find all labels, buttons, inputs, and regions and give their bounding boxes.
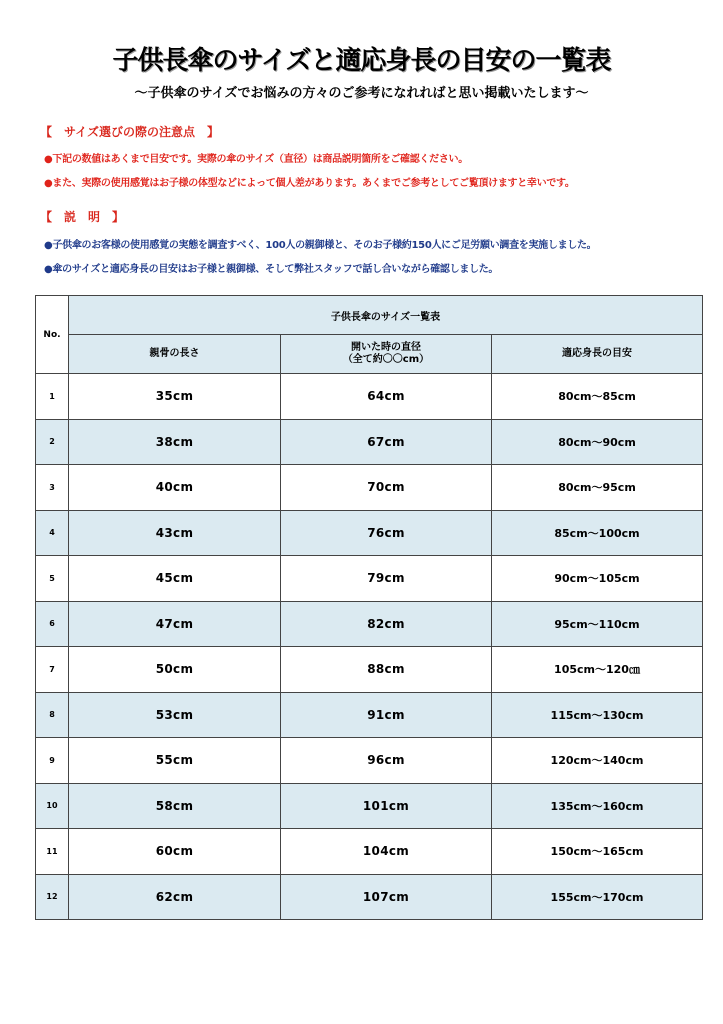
height-range-cell: 80cm～85cm: [492, 374, 703, 420]
table-row: [36, 738, 703, 784]
row-number-cell: 2: [36, 419, 69, 465]
row-number-cell: 4: [36, 510, 69, 556]
table-header-row: [36, 335, 703, 374]
row-number-cell: 6: [36, 601, 69, 647]
row-number-cell: 3: [36, 465, 69, 511]
table-row: [36, 601, 703, 647]
note-line-1: ●下記の数値はあくまで目安です。実際の傘のサイズ（直径）は商品説明箇所をご確認ください。: [44, 154, 468, 165]
note-line-2: ●また、実際の使用感覚はお子様の体型などによって個人差があります。あくまでご参考としてご覧頂けますと幸いです。: [44, 178, 575, 189]
diameter-cell: 70cm: [281, 465, 492, 511]
row-number-cell: 9: [36, 738, 69, 784]
rib-length-cell: 45cm: [69, 556, 281, 602]
rib-length-cell: 40cm: [69, 465, 281, 511]
diameter-cell: 67cm: [281, 419, 492, 465]
diameter-cell: 101cm: [281, 783, 492, 829]
row-number-cell: 1: [36, 374, 69, 420]
table-row: [36, 647, 703, 693]
rib-length-cell: 58cm: [69, 783, 281, 829]
table-caption: 子供長傘のサイズ一覧表: [69, 296, 703, 335]
table-row: [36, 465, 703, 511]
diameter-cell: 82cm: [281, 601, 492, 647]
table-row: [36, 556, 703, 602]
height-range-cell: 155cm～170cm: [492, 874, 703, 920]
height-range-cell: 105cm～120㎝: [492, 647, 703, 693]
rib-length-cell: 38cm: [69, 419, 281, 465]
rib-length-cell: 55cm: [69, 738, 281, 784]
no-column-header: No.: [36, 296, 69, 374]
row-number-cell: 12: [36, 874, 69, 920]
diameter-cell: 104cm: [281, 829, 492, 875]
table-row: [36, 829, 703, 875]
row-number-cell: 8: [36, 692, 69, 738]
diameter-header-line-2: （全て約〇〇cm）: [342, 354, 430, 365]
height-range-cell: 90cm～105cm: [492, 556, 703, 602]
height-column-header: 適応身長の目安: [492, 335, 703, 374]
diameter-cell: 76cm: [281, 510, 492, 556]
page-subtitle: ～子供傘のサイズでお悩みの方々のご参考になれればと思い掲載いたします～: [134, 86, 589, 101]
page-title: 子供長傘のサイズと適応身長の目安の一覧表: [112, 46, 611, 76]
diameter-column-header: [281, 335, 492, 374]
explanation-line-1: ●子供傘のお客様の使用感覚の実態を調査すべく、100人の親御様と、そのお子様約150人にご足労願い調査を実施しました。: [44, 240, 597, 251]
table-row: [36, 510, 703, 556]
height-range-cell: 80cm～95cm: [492, 465, 703, 511]
rib-length-column-header: 親骨の長さ: [69, 335, 281, 374]
diameter-cell: 96cm: [281, 738, 492, 784]
height-range-cell: 135cm～160cm: [492, 783, 703, 829]
table-row: [36, 419, 703, 465]
diameter-cell: 91cm: [281, 692, 492, 738]
rib-length-cell: 62cm: [69, 874, 281, 920]
rib-length-cell: 47cm: [69, 601, 281, 647]
table-row: [36, 783, 703, 829]
size-table: [35, 295, 703, 920]
table-row: [36, 874, 703, 920]
table-caption-row: [36, 296, 703, 335]
row-number-cell: 7: [36, 647, 69, 693]
height-range-cell: 85cm～100cm: [492, 510, 703, 556]
height-range-cell: 95cm～110cm: [492, 601, 703, 647]
height-range-cell: 120cm～140cm: [492, 738, 703, 784]
row-number-cell: 10: [36, 783, 69, 829]
diameter-cell: 107cm: [281, 874, 492, 920]
rib-length-cell: 53cm: [69, 692, 281, 738]
rib-length-cell: 43cm: [69, 510, 281, 556]
rib-length-cell: 50cm: [69, 647, 281, 693]
notes-heading: 【 サイズ選びの際の注意点 】: [40, 125, 220, 139]
diameter-cell: 64cm: [281, 374, 492, 420]
rib-length-cell: 60cm: [69, 829, 281, 875]
explanation-line-2: ●傘のサイズと適応身長の目安はお子様と親御様、そして弊社スタッフで話し合いながら確認しました。: [44, 264, 499, 275]
diameter-cell: 79cm: [281, 556, 492, 602]
height-range-cell: 80cm～90cm: [492, 419, 703, 465]
height-range-cell: 115cm～130cm: [492, 692, 703, 738]
diameter-header-line-1: 開いた時の直径: [351, 342, 421, 353]
rib-length-cell: 35cm: [69, 374, 281, 420]
explanation-heading: 【 説 明 】: [40, 210, 125, 224]
row-number-cell: 5: [36, 556, 69, 602]
table-row: [36, 692, 703, 738]
diameter-cell: 88cm: [281, 647, 492, 693]
height-range-cell: 150cm～165cm: [492, 829, 703, 875]
table-row: [36, 374, 703, 420]
row-number-cell: 11: [36, 829, 69, 875]
